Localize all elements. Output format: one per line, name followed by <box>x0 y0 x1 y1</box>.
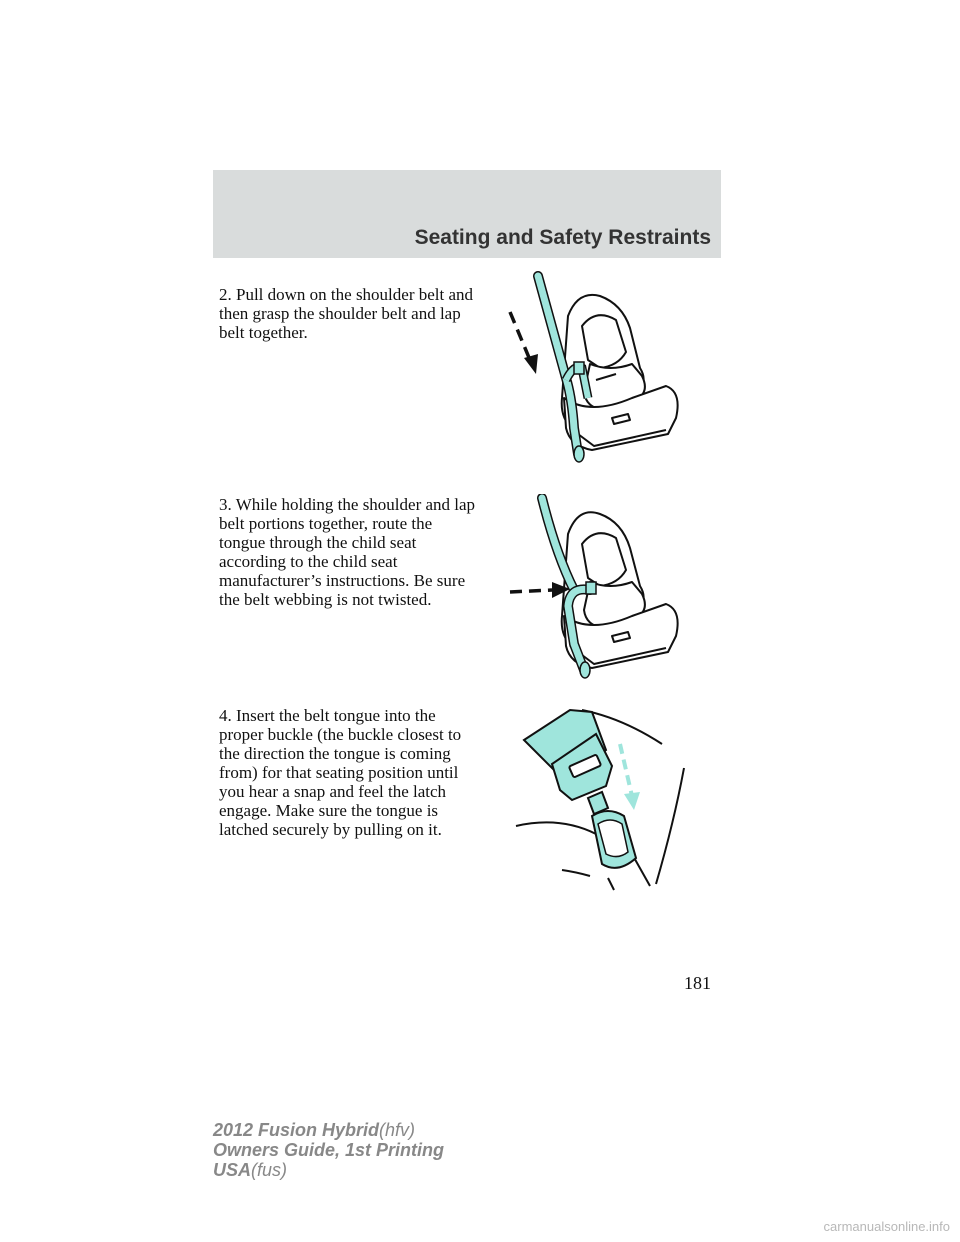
buckle-insert-illustration <box>510 704 690 894</box>
footer-guide: Owners Guide, 1st Printing <box>213 1140 445 1160</box>
footer-model: 2012 Fusion Hybrid <box>213 1120 380 1140</box>
footer-market: USA <box>213 1160 252 1180</box>
step-4-text: 4. Insert the belt tongue into the proper buckle (the buckle closest to the direction the tongue is coming from) for that seating position until you hear a snap and feel the latch engage. Make sure the tongue is latched securely by pulling on it. <box>219 706 462 839</box>
footer-model-code: (hfv) <box>379 1120 416 1140</box>
section-title: Seating and Safety Restraints <box>414 226 711 249</box>
watermark: carmanualsonline.info <box>823 1219 950 1234</box>
child-seat-pull-belt-illustration <box>500 268 700 468</box>
child-seat-route-tongue-illustration <box>508 494 698 684</box>
page-number: 181 <box>684 973 711 993</box>
footer-market-code: (fus) <box>251 1160 288 1180</box>
step-3-text: 3. While holding the shoulder and lap belt portions together, route the tongue through the child seat according to the child seat manufacturer’s instructions. Be sure the belt webbing is not twisted. <box>219 495 476 609</box>
header-band <box>213 170 721 258</box>
footer <box>213 1120 444 1180</box>
step-2-text: 2. Pull down on the shoulder belt and then grasp the shoulder belt and lap belt together. <box>219 285 474 342</box>
